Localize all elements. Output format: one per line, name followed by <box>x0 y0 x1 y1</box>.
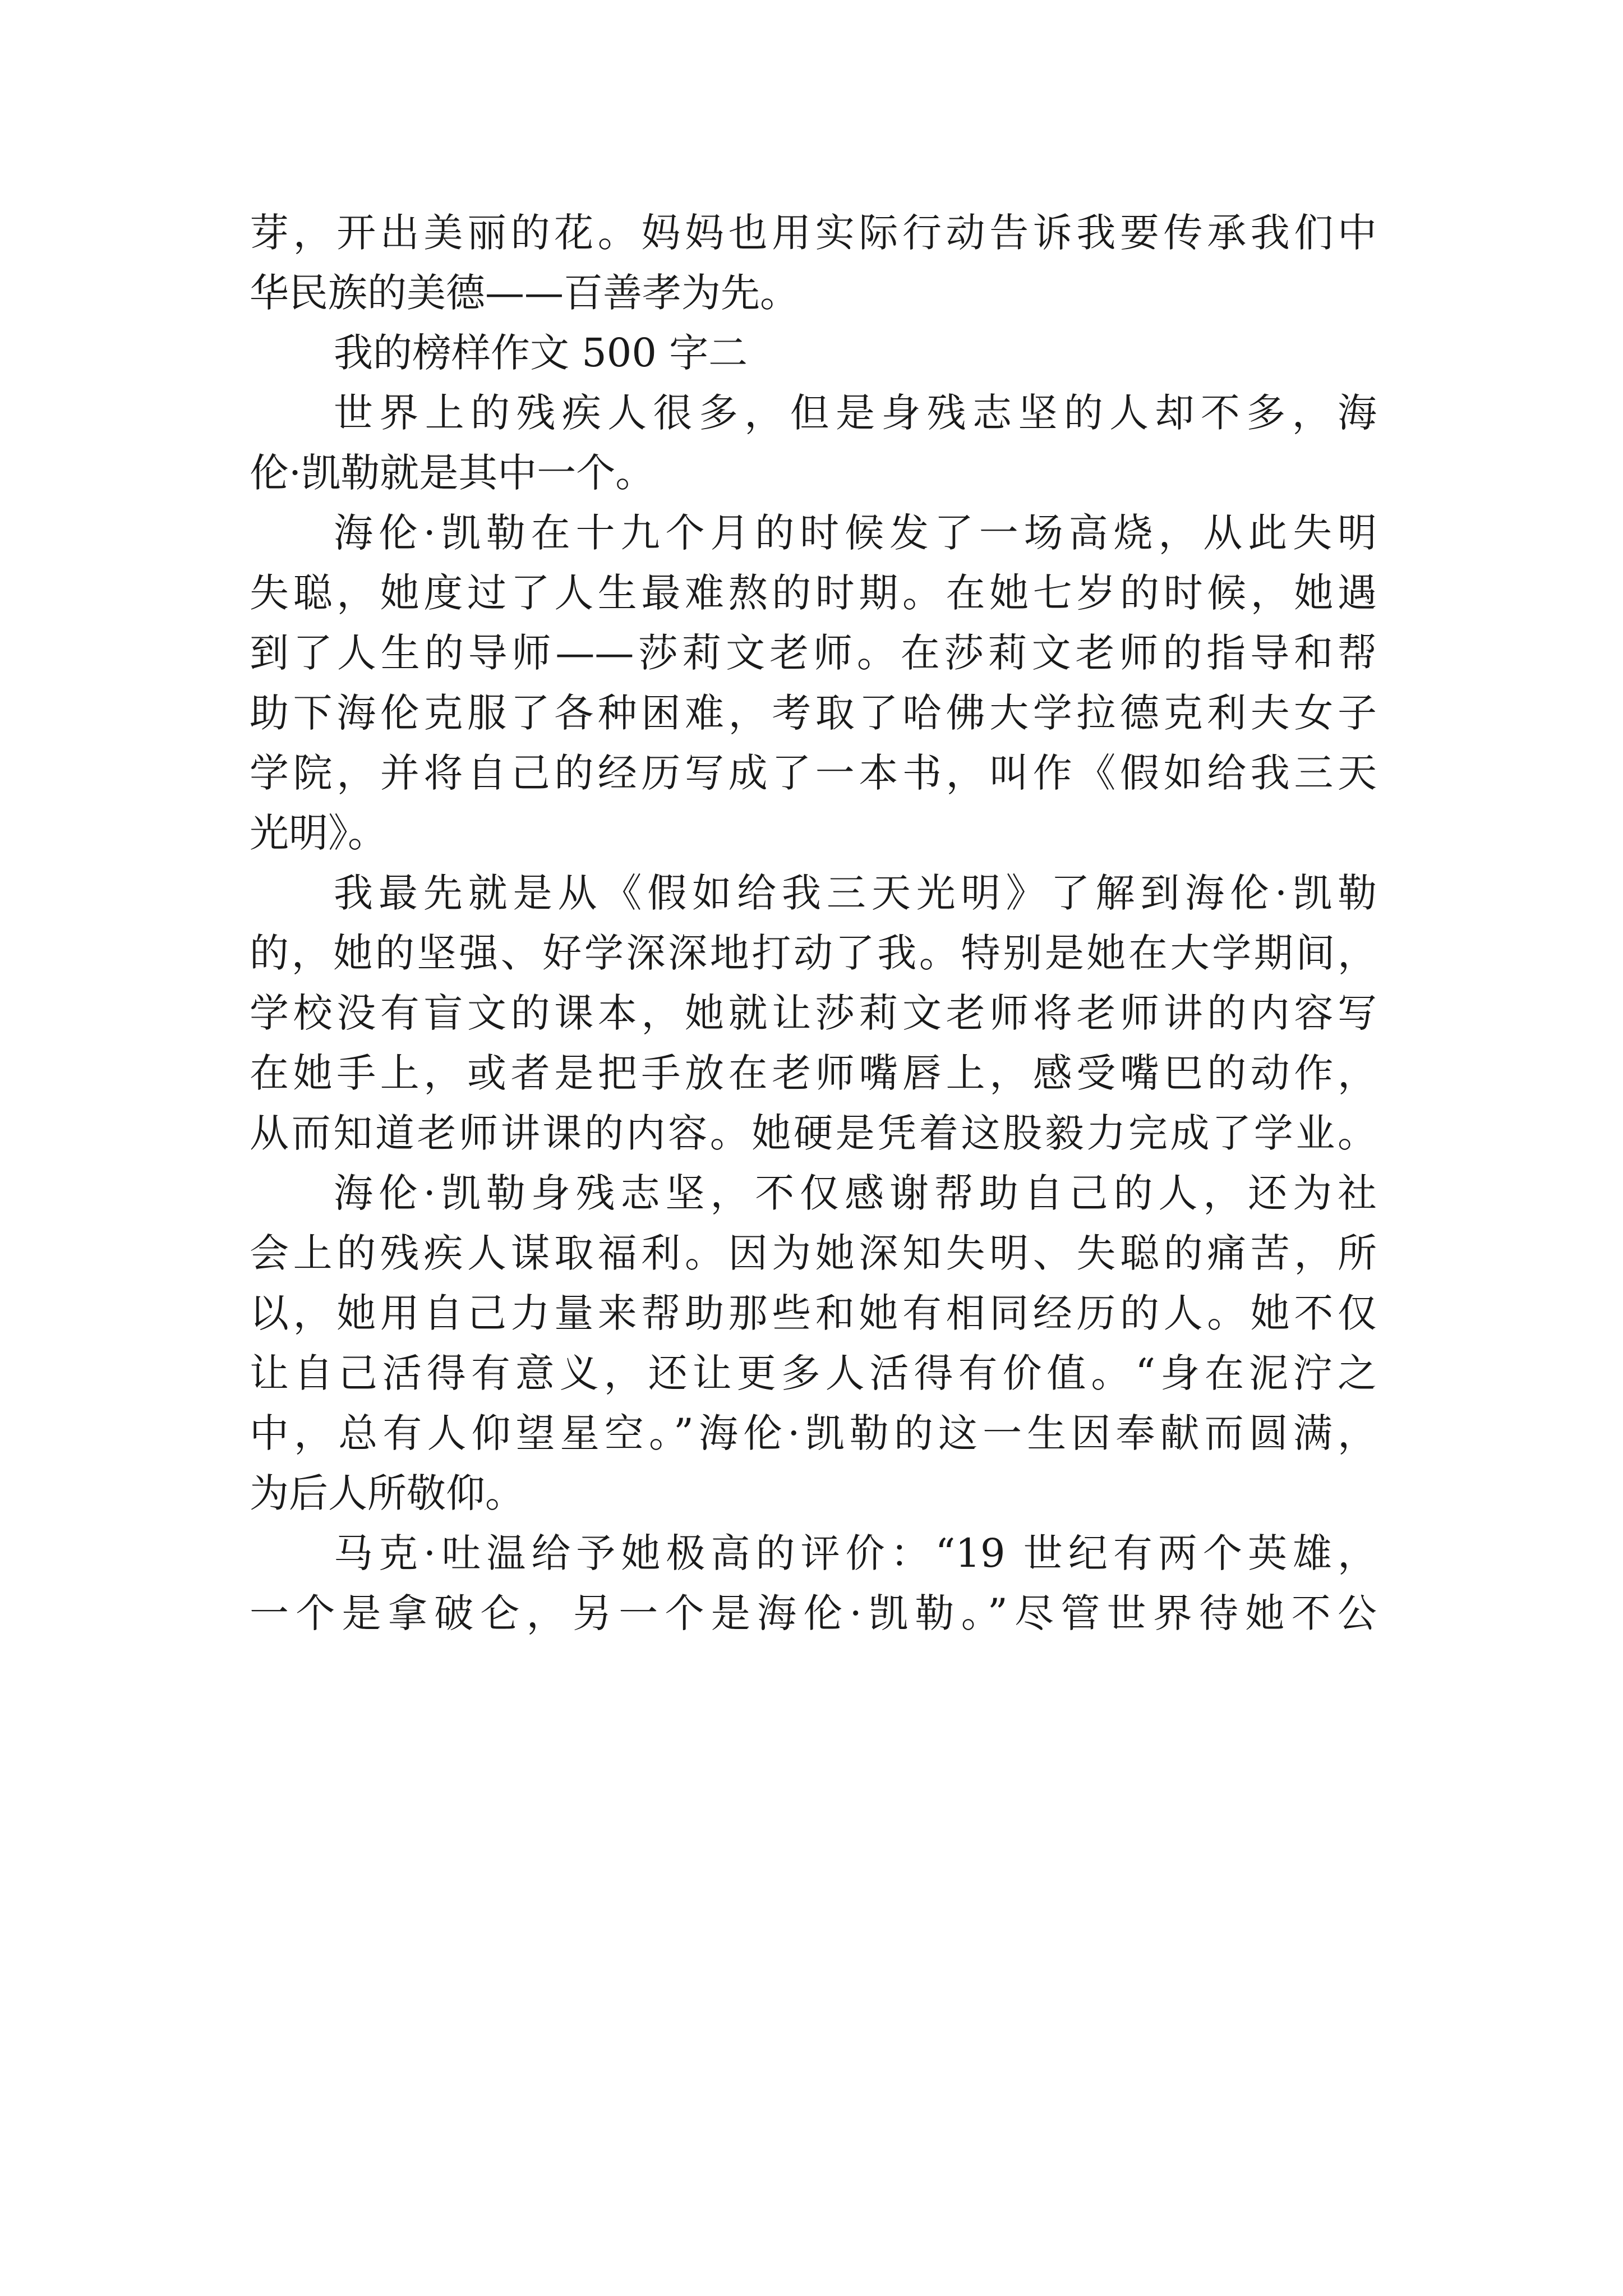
text-line: 光明》。 <box>250 810 387 856</box>
text-line: 的，她的坚强、好学深深地打动了我。特别是她在大学期间， <box>250 930 1377 976</box>
text-line: 为后人所敬仰。 <box>250 1470 524 1516</box>
text-line: 芽，开出美丽的花。妈妈也用实际行动告诉我要传承我们中 <box>250 210 1377 256</box>
text-line: 会上的残疾人谋取福利。因为她深知失明、失聪的痛苦，所 <box>250 1230 1377 1276</box>
text-line: 世界上的残疾人很多，但是身残志坚的人却不多，海 <box>334 390 1377 436</box>
text-line: 我的榜样作文 500 字二 <box>334 330 748 376</box>
paragraph <box>250 1524 1377 1644</box>
text-line: 到了人生的导师——莎莉文老师。在莎莉文老师的指导和帮 <box>250 630 1377 676</box>
text-line: 失聪，她度过了人生最难熬的时期。在她七岁的时候，她遇 <box>250 570 1377 616</box>
text-line: 华民族的美德——百善孝为先。 <box>250 270 799 316</box>
paragraph <box>250 503 1377 863</box>
text-line: 马克·吐温给予她极高的评价：“19 世纪有两个英雄， <box>334 1530 1377 1576</box>
text-line: 伦·凯勒就是其中一个。 <box>250 450 655 496</box>
text-line: 让自己活得有意义，还让更多人活得有价值。“身在泥泞之 <box>250 1350 1377 1396</box>
paragraph <box>250 383 1377 503</box>
text-line: 以，她用自己力量来帮助那些和她有相同经历的人。她不仅 <box>250 1290 1377 1336</box>
text-line: 海伦·凯勒身残志坚，不仅感谢帮助自己的人，还为社 <box>334 1170 1377 1216</box>
text-line: 我最先就是从《假如给我三天光明》了解到海伦·凯勒 <box>334 870 1377 916</box>
document-body <box>250 203 1377 1644</box>
text-line: 从而知道老师讲课的内容。她硬是凭着这股毅力完成了学业。 <box>250 1110 1377 1156</box>
text-line: 助下海伦克服了各种困难，考取了哈佛大学拉德克利夫女子 <box>250 690 1377 736</box>
text-line: 海伦·凯勒在十九个月的时候发了一场高烧，从此失明 <box>334 510 1377 556</box>
text-line: 一个是拿破仑，另一个是海伦·凯勒。”尽管世界待她不公 <box>250 1590 1377 1636</box>
text-line: 学院，并将自己的经历写成了一本书，叫作《假如给我三天 <box>250 750 1377 796</box>
section-heading <box>250 323 1377 383</box>
text-line: 学校没有盲文的课本，她就让莎莉文老师将老师讲的内容写 <box>250 990 1377 1036</box>
text-line: 中，总有人仰望星空。”海伦·凯勒的这一生因奉献而圆满， <box>250 1410 1377 1456</box>
paragraph <box>250 203 1377 323</box>
paragraph <box>250 1163 1377 1524</box>
text-line: 在她手上，或者是把手放在老师嘴唇上，感受嘴巴的动作， <box>250 1050 1377 1096</box>
paragraph <box>250 863 1377 1163</box>
